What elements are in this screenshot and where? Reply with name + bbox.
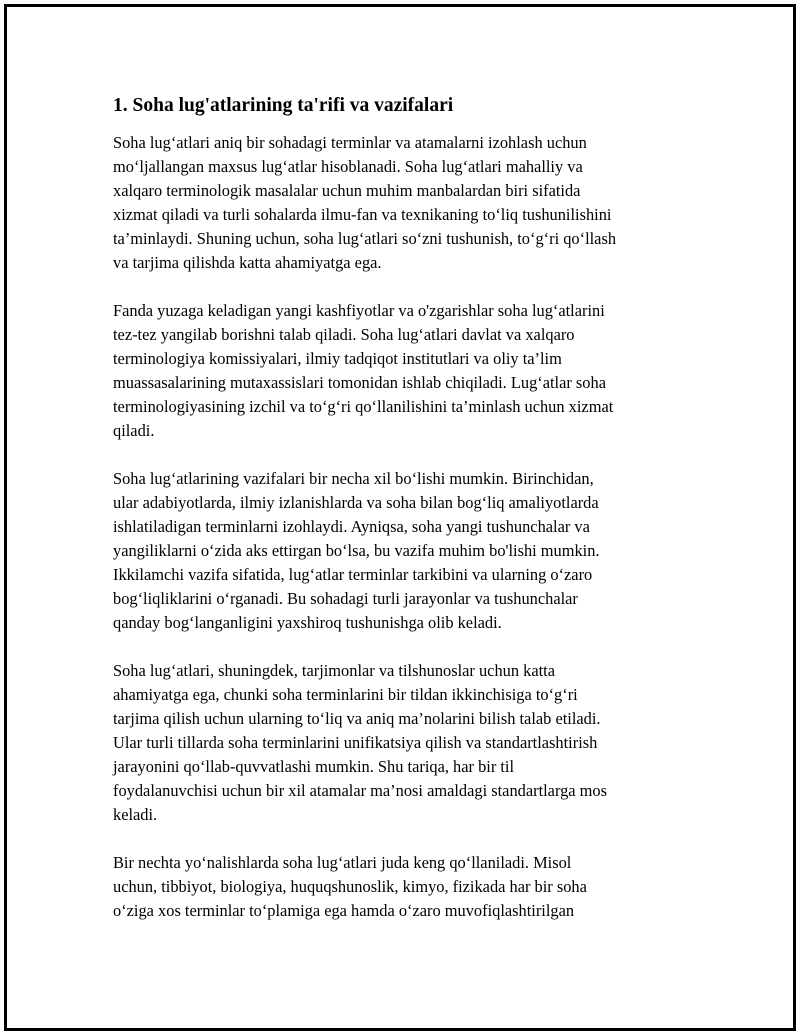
text-line: Fanda yuzaga keladigan yangi kashfiyotlar va o'zgarishlar soha lug‘atlarini (113, 301, 605, 320)
text-line: muassasalarining mutaxassislari tomonidan ishlab chiqiladi. Lug‘atlar soha (113, 373, 606, 392)
text-line: Ular turli tillarda soha terminlarini unifikatsiya qilish va standartlashtirish (113, 733, 598, 752)
text-line: xalqaro terminologik masalalar uchun muhim manbalardan biri sifatida (113, 181, 581, 200)
text-line: terminologiya komissiyalari, ilmiy tadqiqot institutlari va oliy ta’lim (113, 349, 562, 368)
text-line: Ikkilamchi vazifa sifatida, lug‘atlar terminlar tarkibini va ularning o‘zaro (113, 565, 593, 584)
text-line: Bir nechta yo‘nalishlarda soha lug‘atlari juda keng qo‘llaniladi. Misol (113, 853, 572, 872)
text-line: ta’minlaydi. Shuning uchun, soha lug‘atlari so‘zni tushunish, to‘g‘ri qo‘llash (113, 229, 617, 248)
text-line: uchun, tibbiyot, biologiya, huquqshunoslik, kimyo, fizikada har bir soha (113, 877, 587, 896)
paragraph-2 (113, 299, 693, 443)
text-line: va tarjima qilishda katta ahamiyatga ega. (113, 253, 382, 272)
document-body (113, 92, 693, 947)
text-line: yangiliklarni o‘zida aks ettirgan bo‘lsa, bu vazifa muhim bo'lishi mumkin. (113, 541, 600, 560)
paragraph-1 (113, 131, 693, 275)
text-line: Soha lug‘atlari, shuningdek, tarjimonlar va tilshunoslar uchun katta (113, 661, 555, 680)
text-line: tarjima qilish uchun ularning to‘liq va aniq ma’nolarini bilish talab etiladi. (113, 709, 601, 728)
text-line: Soha lug‘atlari aniq bir sohadagi terminlar va atamalarni izohlash uchun (113, 133, 587, 152)
text-line: mo‘ljallangan maxsus lug‘atlar hisoblanadi. Soha lug‘atlari mahalliy va (113, 157, 583, 176)
text-line: keladi. (113, 805, 158, 824)
text-line: jarayonini qo‘llab-quvvatlashi mumkin. Shu tariqa, har bir til (113, 757, 515, 776)
text-line: tez-tez yangilab borishni talab qiladi. Soha lug‘atlari davlat va xalqaro (113, 325, 575, 344)
text-line: ishlatiladigan terminlarni izohlaydi. Ayniqsa, soha yangi tushunchalar va (113, 517, 590, 536)
paragraph-3 (113, 467, 693, 635)
text-line: ular adabiyotlarda, ilmiy izlanishlarda va soha bilan bog‘liq amaliyotlarda (113, 493, 599, 512)
paragraph-5 (113, 851, 693, 923)
text-line: Soha lug‘atlarining vazifalari bir necha xil bo‘lishi mumkin. Birinchidan, (113, 469, 594, 488)
text-line: qiladi. (113, 421, 155, 440)
text-line: o‘ziga xos terminlar to‘plamiga ega hamda o‘zaro muvofiqlashtirilgan (113, 901, 575, 920)
text-line: bog‘liqliklarini o‘rganadi. Bu sohadagi turli jarayonlar va tushunchalar (113, 589, 578, 608)
text-line: ahamiyatga ega, chunki soha terminlarini bir tildan ikkinchisiga to‘g‘ri (113, 685, 578, 704)
text-line: xizmat qiladi va turli sohalarda ilmu-fan va texnikaning to‘liq tushunilishini (113, 205, 612, 224)
paragraph-4 (113, 659, 693, 827)
text-line: terminologiyasining izchil va to‘g‘ri qo‘llanilishini ta’minlash uchun xizmat (113, 397, 614, 416)
section-heading: 1. Soha lug'atlarining ta'rifi va vazifalari (113, 95, 454, 116)
text-line: qanday bog‘langanligini yaxshiroq tushunishga olib keladi. (113, 613, 502, 632)
text-line: foydalanuvchisi uchun bir xil atamalar ma’nosi amaldagi standartlarga mos (113, 781, 607, 800)
